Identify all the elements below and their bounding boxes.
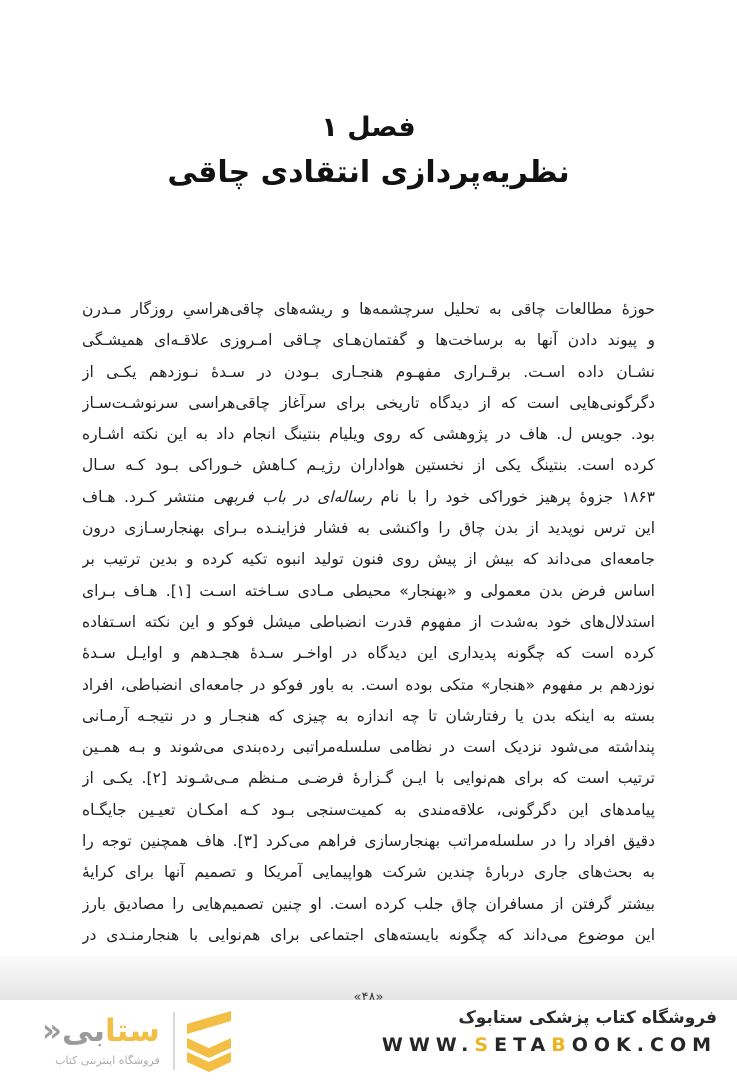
body-line: کرده است. بنتینگ یکی از نخستین هواداران رژیـم کـاهش خـوراکی بـود کـه سـال (82, 456, 655, 475)
chapter-title: نظریه‌پردازی انتقادی چاقی (167, 155, 570, 190)
page-bottom-shade (0, 956, 737, 1000)
chevron-emblem-icon (186, 1010, 232, 1072)
body-line: بسته به اینکه بدن یا رفتارشان تا چه اندازه به چیزی که هنجـار و در نتیجـه آرمـانی (82, 706, 655, 725)
page-number: «۴۸» (353, 990, 384, 1000)
logo-text-column (42, 1012, 160, 1067)
body-line: پنداشته می‌شود نزدیک است در نظامی سلسله‌مراتبی رده‌بندی می‌شوند و بـه همـین (82, 738, 655, 757)
body-line: ترتیب است که برای هم‌نوایی با ایـن گـزارۀ فرضـی مـنظم مـی‌شـوند [۲]. یکـی از (82, 769, 655, 788)
body-line: حوزۀ مطالعات چاقی به تحلیل سرچشمه‌ها و ریشه‌های چاقی‌هراسیِ روزگار مـدرن (82, 300, 655, 318)
body-line: دقیق افراد را در سلسله‌مراتب بهنجارسازی فراهم می‌کرد [۳]. هاف همچنین توجه را (82, 832, 655, 851)
body-line: پیامدهای این دگرگونی، علاقه‌مندی به کمیت‌سنجی بـود کـه امکـان تعیـین جایگـاه (82, 800, 655, 819)
footer-banner (0, 1000, 737, 1080)
logo-divider (173, 1012, 175, 1070)
body-line: این ترس نوپدید از بدن چاق را واکنشی به فشار فزاینـده بـرای بهنجارسـازی درون (82, 519, 655, 538)
setabook-logo (42, 1010, 232, 1072)
body-line: نشـان داده اسـت. برقـراری مفهـوم هنجـاری بـودن در سـدۀ نـوزدهم یکـی از (82, 362, 655, 381)
body-line: دگرگونی‌هایی است که از دیدگاه تاریخی برای سرآغاز چاقی‌هراسی سرنوشـت‌سـاز (82, 393, 655, 412)
body-line: و پیوند دادن آنها به برساخت‌ها و گفتمان‌هـای چـاقی امـروزی علاقـه‌ای همیشـگی (82, 331, 655, 350)
website-url-segment: OOK.COM (571, 1034, 717, 1056)
body-line: کرده است که چگونه پدیداری این دیدگاه در اواخـر سـدۀ هجـدهم و اوایـل سـدۀ (82, 644, 655, 663)
logo-wordmark-main: ستا (105, 1012, 160, 1049)
body-text (82, 294, 655, 951)
website-url-segment: ETA (494, 1034, 552, 1056)
chapter-heading (0, 112, 737, 190)
body-line-segment: ۱۸۶۳ جزوۀ پرهیز خوراکی خود را با نام (371, 487, 655, 506)
body-line: جامعه‌ای می‌داند که بیش از پیش روی فنون تولید انبوه تکیه کرده و بدین ترتیب بر (82, 550, 655, 569)
logo-wordmark (42, 1012, 160, 1049)
chapter-number: فصل ۱ (321, 112, 416, 143)
store-name: فروشگاه کتاب پزشکی ستابوک (458, 1008, 717, 1028)
website-url-segment: S (474, 1034, 495, 1056)
logo-tagline: فروشگاه اینترنتی کتاب (55, 1053, 160, 1067)
body-line-segment: منتشر کـرد. هـاف (82, 487, 214, 506)
website-url-segment: WWW. (381, 1034, 475, 1056)
website-url (382, 1034, 717, 1056)
book-title-italic: رساله‌ای در باب فربهی (213, 487, 372, 506)
body-line: بیشتر گرفتن از مسافران چاق جلب کرده است. او چنین تصمیم‌هایی را مصادیق بارز (82, 894, 655, 913)
body-line: به بحث‌های جاری دربارۀ چندین شرکت هواپیمایی آمریکا و تصمیم آنها برای کرایۀ (82, 863, 655, 882)
body-line: اساس فرض بدن معمولی و «بهنجار» محیطی مـادی سـاخته اسـت [۱]. هـاف بـرای (82, 581, 655, 600)
website-url-segment: B (551, 1034, 572, 1056)
body-line: نوزدهم بر مفهوم «هنجار» متکی بوده است. به باور فوکو در جامعه‌ای انضباطی، افراد (82, 675, 655, 694)
body-line (82, 482, 655, 513)
body-line: استدلال‌های خود به‌شدت از مفهوم قدرت انضباطی میشل فوکو و این نکته اسـتفاده (82, 612, 655, 631)
body-line: بود. جویس ل. هاف در پژوهشی که روی ویلیام بنتینگ انجام داد به این نکته اشـاره (82, 425, 655, 444)
logo-wordmark-rest: بی« (42, 1012, 106, 1049)
body-line: این موضوع می‌داند که چگونه بایسته‌های اجتماعی برای هم‌نوایی با هنجارمنـدی در (82, 925, 655, 944)
footer-store-info (382, 1008, 717, 1056)
